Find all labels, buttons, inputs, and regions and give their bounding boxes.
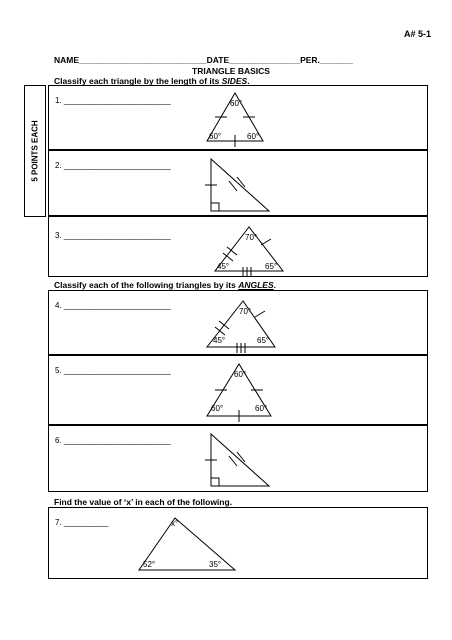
answer-blank-5[interactable]: 5. ________________________ <box>55 366 171 375</box>
angle-label: 65° <box>265 262 278 271</box>
angle-label: 65° <box>257 336 270 345</box>
points-side-label: 5 POINTS EACH <box>30 120 40 182</box>
angle-label: 52° <box>143 560 156 569</box>
angle-label: 60° <box>209 132 222 141</box>
question-box-6 <box>48 425 428 492</box>
question-box-7 <box>48 507 428 579</box>
question-box-5 <box>48 355 428 425</box>
angle-label: 45° <box>217 262 230 271</box>
points-side-box <box>24 85 46 217</box>
name-date-period-line[interactable]: NAME___________________________DATE_______________PER._______ <box>54 55 354 65</box>
answer-blank-1[interactable]: 1. ________________________ <box>55 96 171 105</box>
instruction-find-x: Find the value of ‘x’ in each of the following. <box>54 497 233 507</box>
equilateral-triangle-5 <box>199 360 279 424</box>
angle-label: x° <box>171 519 179 528</box>
angle-label: 60° <box>211 404 224 413</box>
angle-label: 45° <box>213 336 226 345</box>
angle-label: 60° <box>230 99 243 108</box>
right-isosceles-triangle-6 <box>199 430 279 492</box>
angle-label: 60° <box>247 132 260 141</box>
question-box-3 <box>48 216 428 277</box>
answer-blank-2[interactable]: 2. ________________________ <box>55 161 171 170</box>
angle-label: 70° <box>245 233 258 242</box>
angle-label: 35° <box>209 560 222 569</box>
answer-blank-6[interactable]: 6. ________________________ <box>55 436 171 445</box>
answer-blank-4[interactable]: 4. ________________________ <box>55 301 171 310</box>
equilateral-triangle-1 <box>197 89 277 149</box>
angle-label: 60° <box>255 404 268 413</box>
page-title: TRIANGLE BASICS <box>192 66 270 76</box>
answer-blank-3[interactable]: 3. ________________________ <box>55 231 171 240</box>
acute-triangle-4 <box>199 295 279 355</box>
assignment-number: A# 5-1 <box>404 29 432 39</box>
right-isosceles-triangle-2 <box>199 155 279 217</box>
instruction-angles: Classify each of the following triangles by its ANGLES. <box>54 280 276 290</box>
angle-label: 70° <box>239 307 252 316</box>
find-x-triangle-7 <box>131 512 241 574</box>
angle-label: 60° <box>234 370 247 379</box>
answer-blank-7[interactable]: 7. __________ <box>55 518 109 527</box>
instruction-sides: Classify each triangle by the length of its SIDES. <box>54 76 250 86</box>
question-box-1 <box>48 85 428 150</box>
question-box-4 <box>48 290 428 355</box>
scalene-triangle-3 <box>209 223 289 278</box>
question-box-2 <box>48 150 428 216</box>
